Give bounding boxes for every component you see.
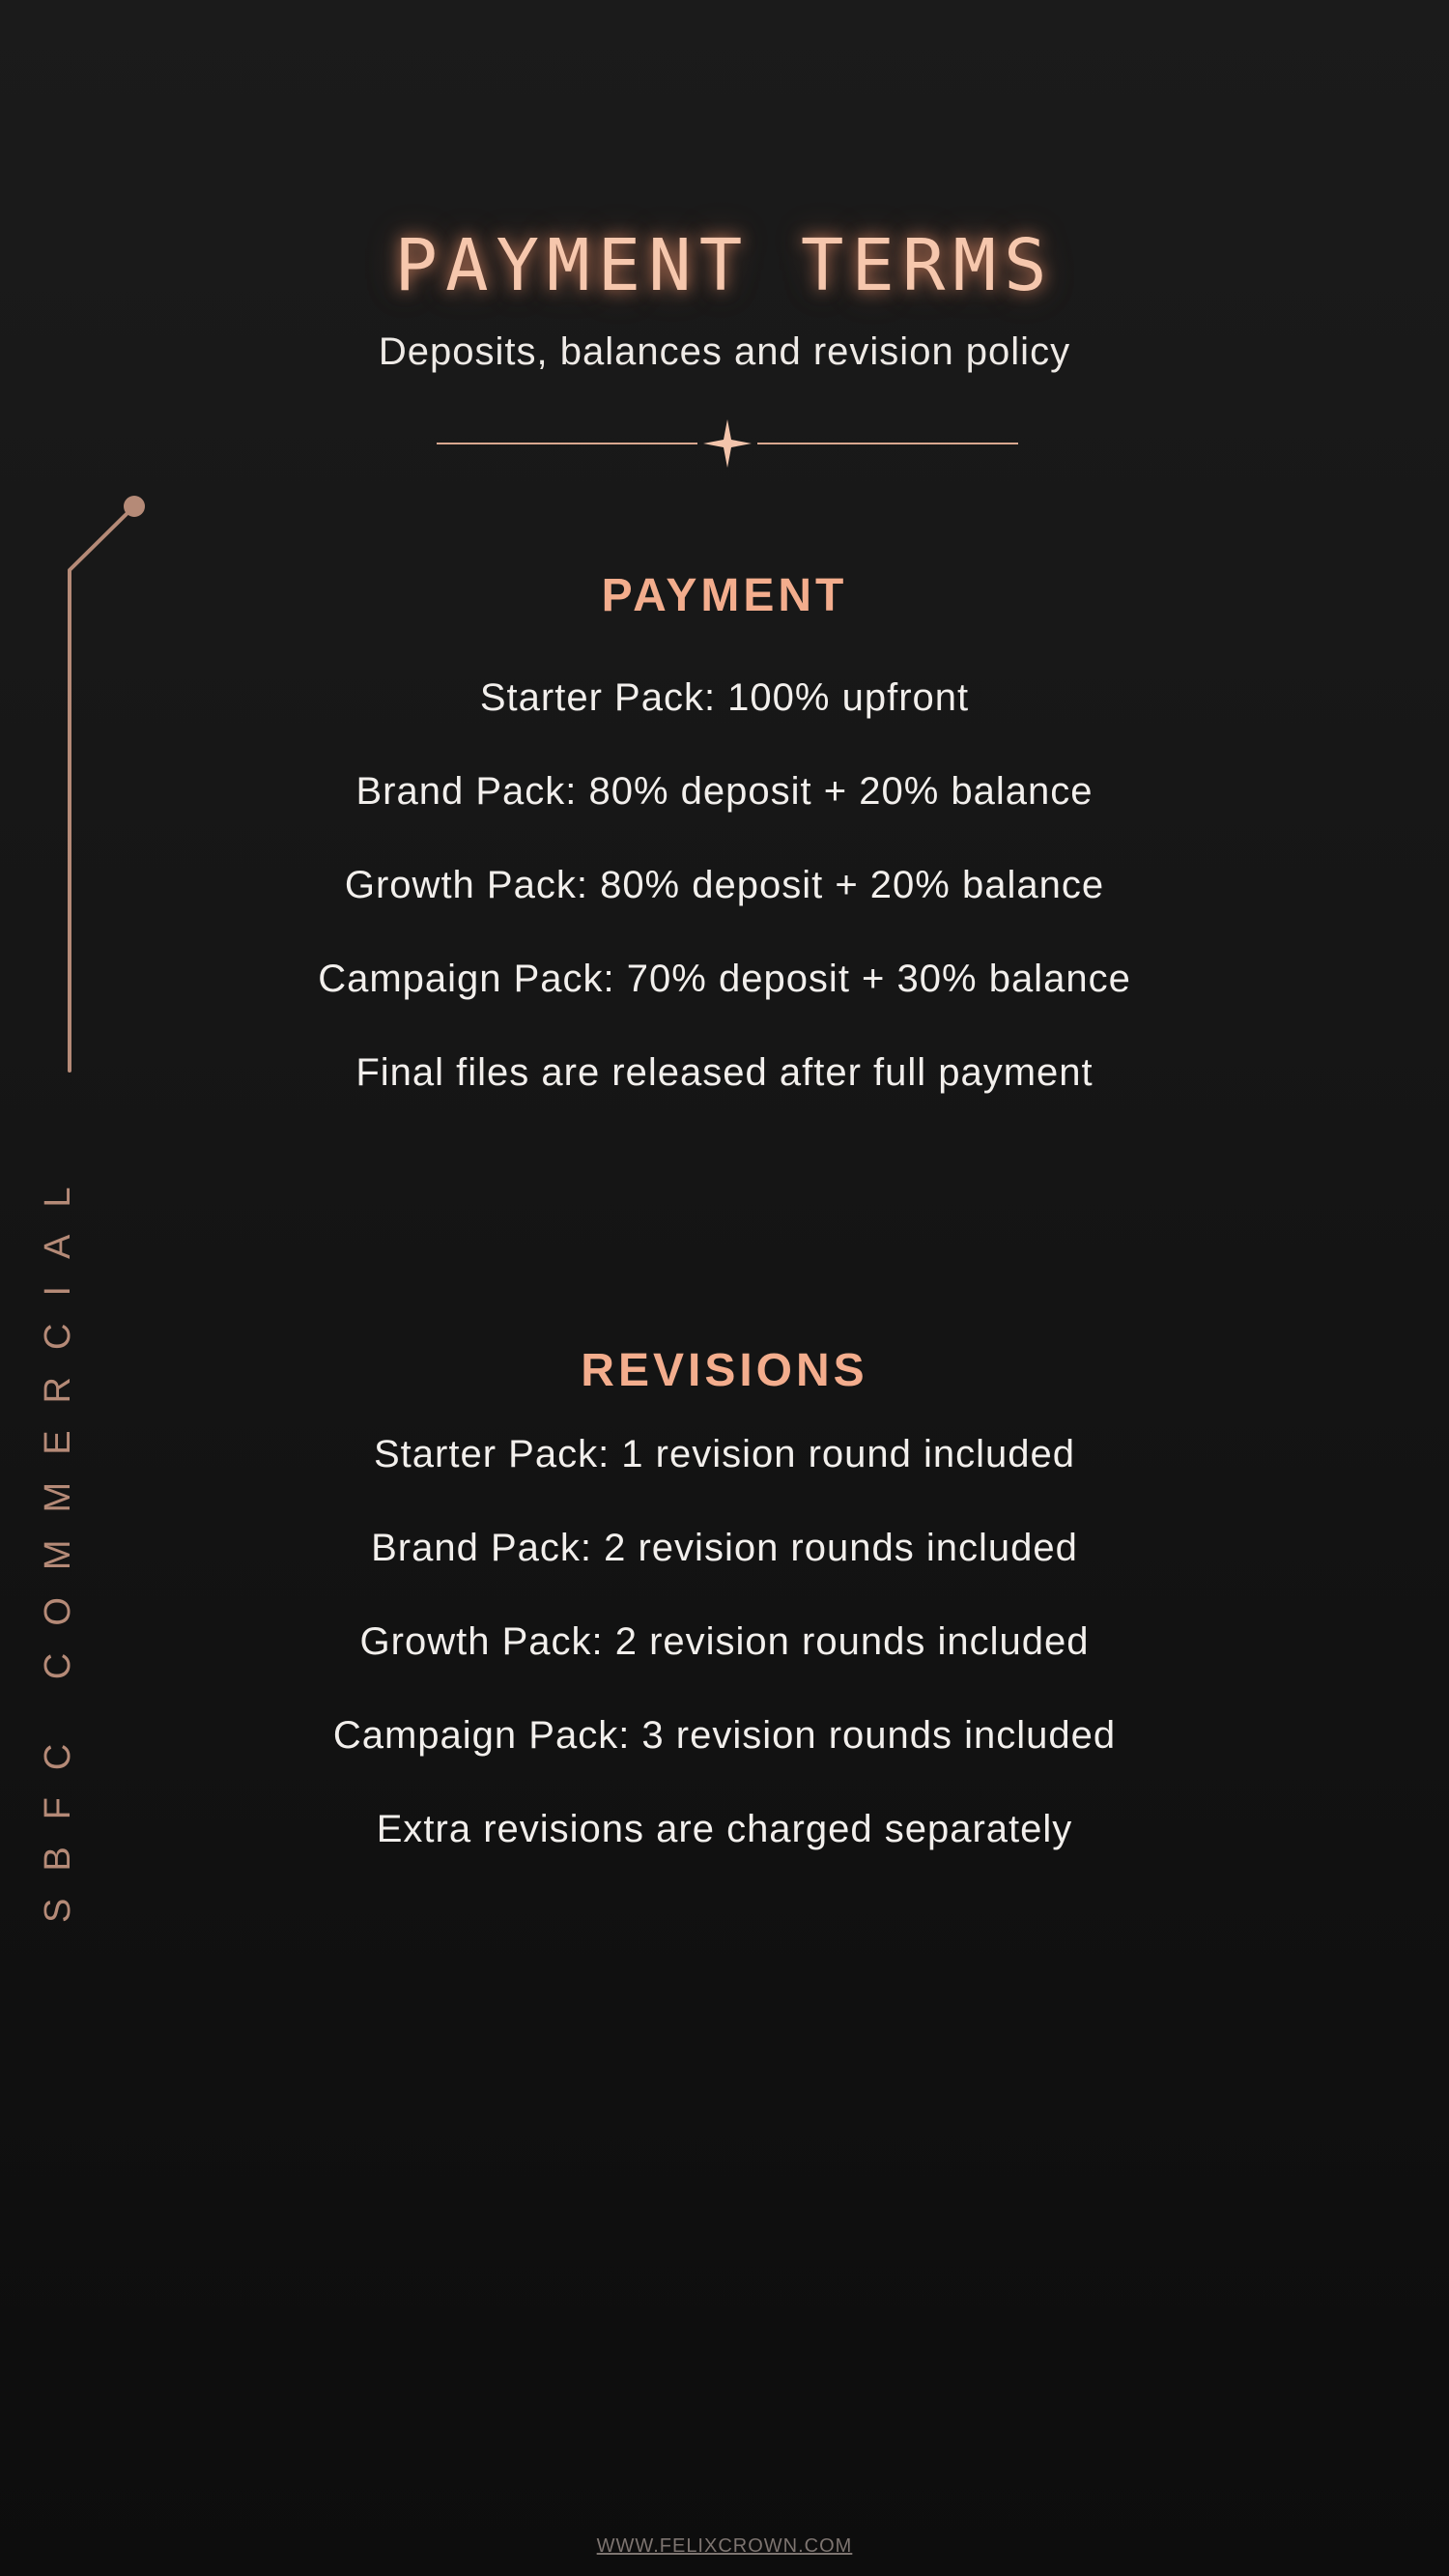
list-item: Campaign Pack: 70% deposit + 30% balance <box>318 958 1131 1000</box>
title-divider <box>437 417 1018 470</box>
list-item: Starter Pack: 100% upfront <box>479 676 970 719</box>
payment-heading: PAYMENT <box>601 570 848 621</box>
payment-terms-list <box>0 678 1449 1147</box>
sidebar-vertical-label: SBFC COMMERCIAL <box>38 1159 78 1923</box>
revisions-heading: REVISIONS <box>581 1345 868 1396</box>
page-subtitle: Deposits, balances and revision policy <box>378 330 1071 373</box>
list-item: Growth Pack: 80% deposit + 20% balance <box>344 864 1105 906</box>
website-link[interactable]: WWW.FELIXCROWN.COM <box>596 2535 853 2557</box>
list-item: Extra revisions are charged separately <box>376 1808 1073 1850</box>
list-item: Brand Pack: 80% deposit + 20% balance <box>355 770 1094 813</box>
sparkle-star-icon <box>703 419 752 468</box>
list-item: Growth Pack: 2 revision rounds included <box>359 1620 1090 1663</box>
sidebar-line-dot <box>124 496 145 517</box>
list-item: Starter Pack: 1 revision round included <box>373 1433 1076 1475</box>
revisions-list <box>0 1435 1449 1903</box>
list-item: Final files are released after full payment <box>355 1051 1094 1094</box>
page-title: PAYMENT TERMS <box>394 224 1055 307</box>
list-item: Campaign Pack: 3 revision rounds included <box>332 1714 1117 1757</box>
list-item: Brand Pack: 2 revision rounds included <box>371 1527 1078 1569</box>
